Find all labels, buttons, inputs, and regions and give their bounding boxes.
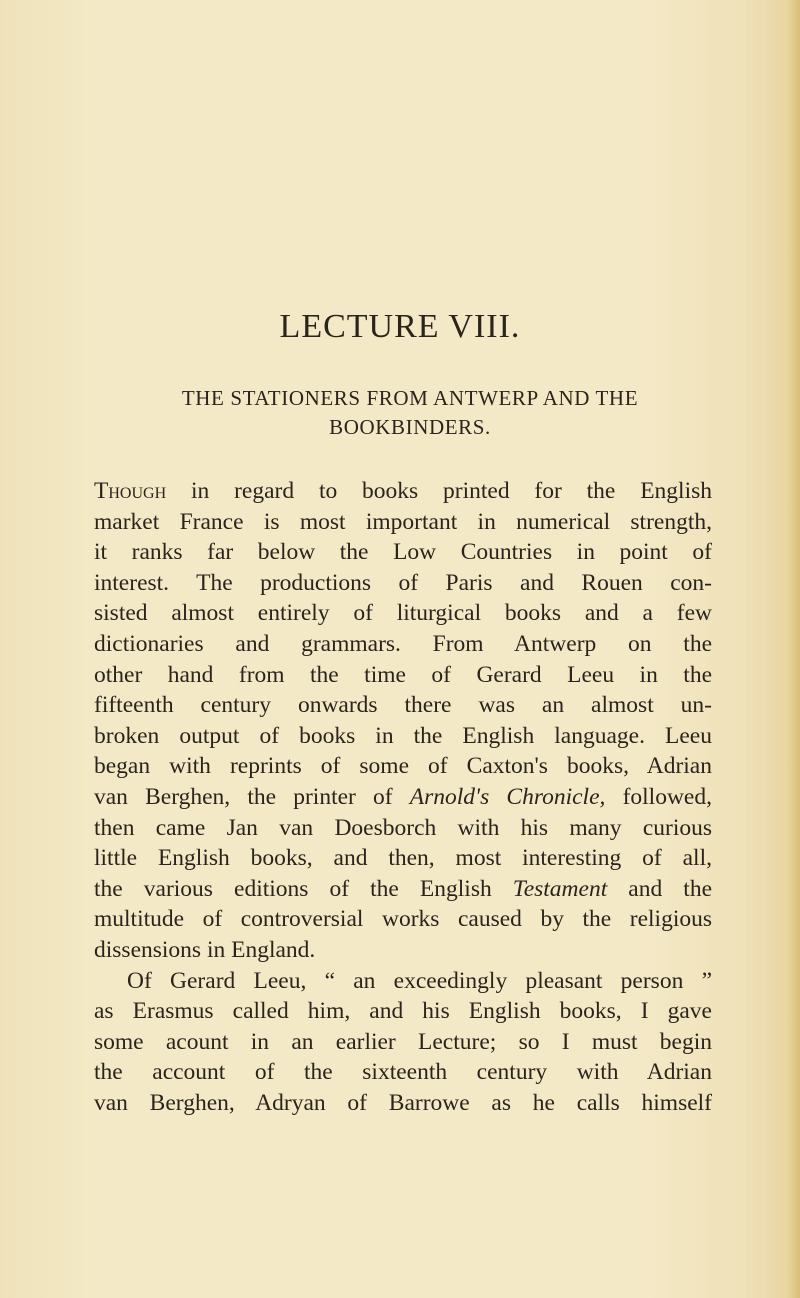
page-edge <box>786 0 800 1298</box>
paragraph-1-line-5: sisted almost entirely of liturgical books and a few <box>94 600 712 627</box>
paragraph-2-line-1: Of Gerard Leeu, “ an exceedingly pleasant person ” <box>127 967 712 994</box>
paragraph-1-line-11: van Berghen, the printer of Arnold's Chronicle, followed, <box>94 783 712 810</box>
subtitle-line-1: THE STATIONERS FROM ANTWERP AND THE <box>181 386 639 410</box>
paragraph-1-line-12: then came Jan van Doesborch with his many curious <box>94 814 712 841</box>
drop-word: Though <box>94 478 167 504</box>
paragraph-1-line-9: broken output of books in the English language. Leeu <box>94 722 712 749</box>
chapter-subtitle <box>110 384 710 442</box>
paragraph-2-line-2: as Erasmus called him, and his English books, I gave <box>94 998 712 1025</box>
book-title-testament: Testament <box>512 875 608 902</box>
paragraph-1-line-1: Though in regard to books printed for the English <box>94 478 713 504</box>
paragraph-1-line-3: it ranks far below the Low Countries in point of <box>94 539 712 566</box>
paragraph-2-line-3: some acount in an earlier Lecture; so I must begin <box>94 1028 712 1055</box>
paragraph-1-line-14: the various editions of the English Testament and the <box>94 875 712 902</box>
subtitle-line-2: BOOKBINDERS. <box>329 415 491 439</box>
paragraph-1-line-2: market France is most important in numerical strength, <box>94 508 712 535</box>
paragraph-1-line-10: began with reprints of some of Caxton's books, Adrian <box>94 753 712 780</box>
paragraph-1-line-15: multitude of controversial works caused by the religious <box>94 906 712 933</box>
paragraph-1-line-8: fifteenth century onwards there was an almost un- <box>94 692 712 719</box>
paragraph-2-line-4: the account of the sixteenth century with Adrian <box>94 1059 712 1086</box>
paragraph-1-line-4: interest. The productions of Paris and Rouen con- <box>94 569 712 596</box>
lecture-heading: LECTURE VIII. <box>279 308 521 345</box>
paragraph-1-line-13: little English books, and then, most interesting of all, <box>94 845 712 872</box>
paragraph-1-line-6: dictionaries and grammars. From Antwerp on the <box>94 630 712 657</box>
paragraph-1-line-16: dissensions in England. <box>94 936 316 963</box>
body-text <box>94 476 712 1118</box>
book-title-arnolds-chronicle: Arnold's Chronicle, <box>409 783 606 810</box>
paragraph-2-line-5: van Berghen, Adryan of Barrowe as he calls himself <box>94 1089 712 1116</box>
paragraph-1-line-7: other hand from the time of Gerard Leeu in the <box>94 661 712 688</box>
